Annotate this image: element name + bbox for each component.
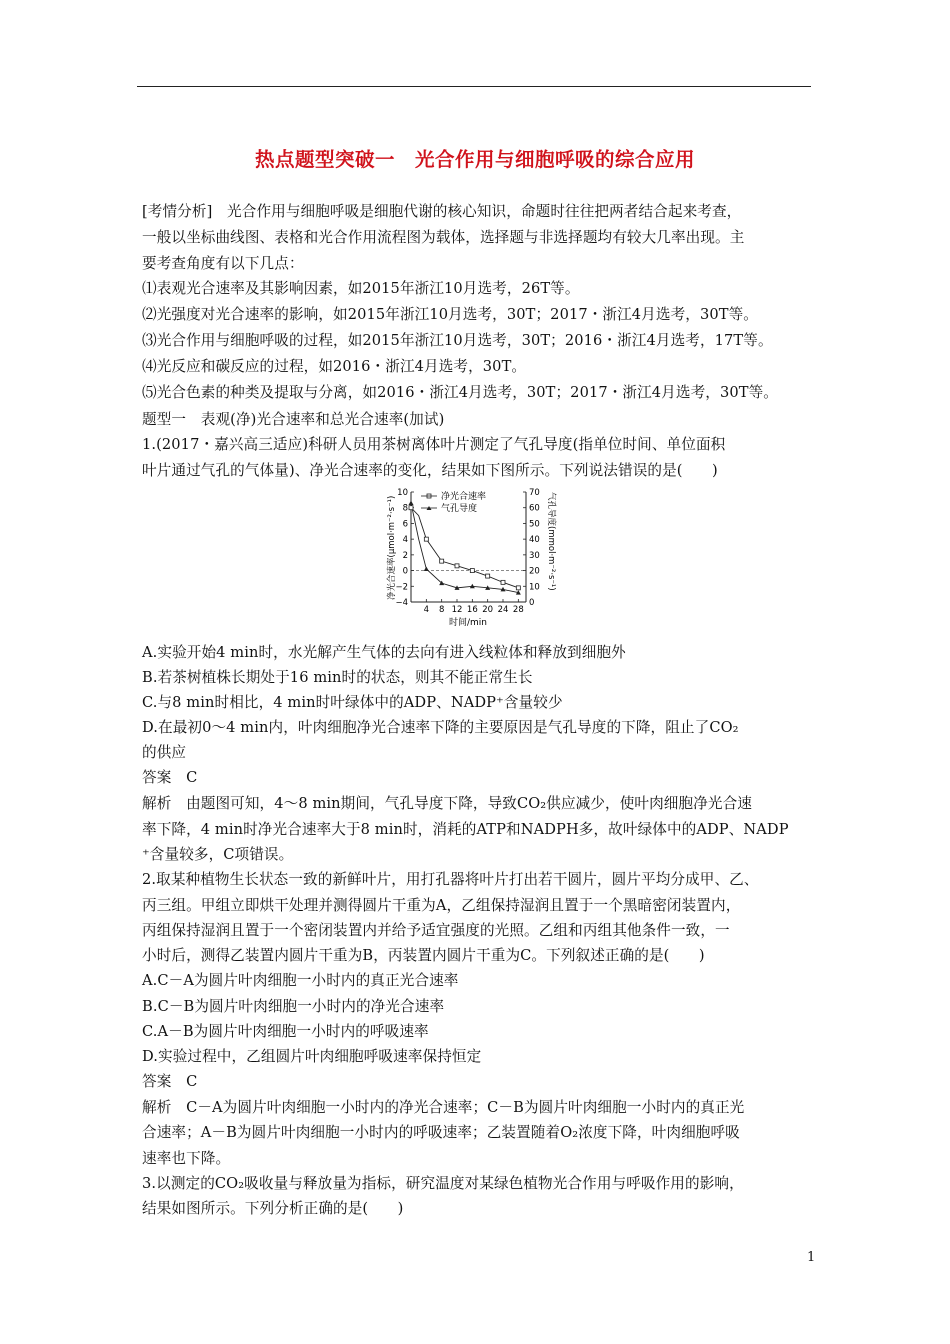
net-photosynthesis-point bbox=[470, 569, 474, 573]
x-tick-label: 16 bbox=[466, 605, 478, 615]
y-left-tick-label: 0 bbox=[402, 566, 408, 577]
x-tick-label: 20 bbox=[482, 605, 494, 615]
q2-option: A.C－A为圆片叶肉细胞一小时内的真正光合速率 bbox=[142, 972, 459, 989]
q1-option: A.实验开始4 min时，水光解产生气体的去向有进入线粒体和释放到细胞外 bbox=[142, 644, 626, 661]
y-right-label: 气孔导度(mmol·m⁻²·s⁻¹) bbox=[546, 492, 556, 591]
y-left-label: 净光合速率(μmol·m⁻²·s⁻¹) bbox=[387, 495, 397, 600]
net-photosynthesis-point bbox=[424, 537, 428, 541]
section-heading: 题型一 表观(净)光合速率和总光合速率(加试) bbox=[142, 411, 445, 428]
legend-net-photosynthesis: 净光合速率 bbox=[441, 492, 487, 502]
q1-stem-line: 叶片通过气孔的气体量)、净光合速率的变化，结果如下图所示。下列说法错误的是( ) bbox=[142, 462, 718, 479]
q1-option: B.若茶树植株长期处于16 min时的状态，则其不能正常生长 bbox=[142, 669, 533, 686]
y-right-tick-label: 0 bbox=[529, 598, 535, 608]
net-photosynthesis-point bbox=[516, 586, 520, 590]
x-tick-label: 4 bbox=[423, 605, 430, 615]
q2-stem-line: 小时后，测得乙装置内圆片干重为B，丙装置内圆片干重为C。下列叙述正确的是( ) bbox=[142, 947, 705, 964]
q2-option: D.实验过程中，乙组圆片叶肉细胞呼吸速率保持恒定 bbox=[142, 1048, 482, 1065]
intro-line: ⑸光合色素的种类及提取与分离，如2016・浙江4月选考，30T；2017・浙江4月选考，30T等。 bbox=[142, 384, 778, 401]
y-right-tick-label: 70 bbox=[529, 488, 540, 498]
intro-line: 要考查角度有以下几点： bbox=[142, 255, 304, 272]
y-right-tick-label: 50 bbox=[529, 519, 540, 530]
page-number: 1 bbox=[807, 1250, 816, 1265]
net-photosynthesis-point bbox=[455, 564, 459, 568]
y-left-tick-label: 8 bbox=[402, 503, 408, 514]
q2-stem-line: 丙三组。甲组立即烘干处理并测得圆片干重为A，乙组保持湿润且置于一个黑暗密闭装置内， bbox=[142, 897, 741, 914]
net-photosynthesis-point bbox=[486, 574, 490, 578]
y-right-tick-label: 40 bbox=[529, 535, 540, 546]
q1-option: C.与8 min时相比，4 min时叶绿体中的ADP、NADP⁺含量较少 bbox=[142, 694, 563, 711]
net-photosynthesis-point bbox=[409, 506, 413, 510]
y-left-tick-label: −2 bbox=[395, 582, 408, 593]
y-left-tick-label: 6 bbox=[402, 519, 408, 530]
q2-stem-line: 丙组保持湿润且置于一个密闭装置内并给予适宜强度的光照。乙组和丙组其他条件一致，一 bbox=[142, 922, 730, 939]
header-rule bbox=[137, 86, 811, 87]
q1-analysis-line: ⁺含量较多，C项错误。 bbox=[142, 846, 294, 863]
net-photosynthesis-point bbox=[501, 580, 505, 584]
q3-stem-line: 3.以测定的CO₂吸收量与释放量为指标，研究温度对某绿色植物光合作用与呼吸作用的影响， bbox=[142, 1175, 744, 1192]
q2-analysis-line: 合速率；A－B为圆片叶肉细胞一小时内的呼吸速率；乙装置随着O₂浓度下降，叶肉细胞呼吸 bbox=[142, 1124, 740, 1141]
q2-analysis-line: 速率也下降。 bbox=[142, 1150, 231, 1167]
stomatal-conductance-point bbox=[424, 567, 429, 572]
intro-line: ⑷光反应和碳反应的过程，如2016・浙江4月选考，30T。 bbox=[142, 358, 527, 375]
page-title: 热点题型突破一 光合作用与细胞呼吸的综合应用 bbox=[254, 148, 695, 171]
x-axis-label: 时间/min bbox=[448, 618, 488, 628]
q1-answer: 答案 C bbox=[142, 769, 198, 786]
intro-line: [考情分析] 光合作用与细胞呼吸是细胞代谢的核心知识，命题时往往把两者结合起来考查， bbox=[142, 203, 742, 220]
q2-answer: 答案 C bbox=[142, 1073, 198, 1090]
q1-option: 的供应 bbox=[142, 744, 187, 761]
intro-line: 一般以坐标曲线图、表格和光合作用流程图为载体，选择题与非选择题均有较大几率出现。主 bbox=[142, 229, 745, 246]
q2-stem-line: 2.取某种植物生长状态一致的新鲜叶片，用打孔器将叶片打出若干圆片，圆片平均分成甲、乙、 bbox=[142, 871, 759, 888]
x-tick-label: 24 bbox=[497, 605, 509, 615]
series-stomatal-conductance-line bbox=[411, 503, 518, 593]
y-right-tick-label: 30 bbox=[529, 550, 540, 561]
intro-line: ⑵光强度对光合速率的影响，如2015年浙江10月选考，30T；2017・浙江4月选考，30T等。 bbox=[142, 306, 758, 323]
q3-stem-line: 结果如图所示。下列分析正确的是( ) bbox=[142, 1200, 404, 1217]
y-right-tick-label: 20 bbox=[529, 566, 540, 577]
q1-chart bbox=[380, 482, 560, 632]
y-left-tick-label: −4 bbox=[395, 598, 408, 608]
y-right-tick-label: 60 bbox=[529, 503, 540, 514]
q1-analysis-line: 率下降，4 min时净光合速率大于8 min时，消耗的ATP和NADPH多，故叶绿体中的ADP、NADP bbox=[142, 821, 789, 838]
y-right-tick-label: 10 bbox=[529, 582, 540, 593]
x-tick-label: 28 bbox=[512, 605, 524, 615]
x-tick-label: 8 bbox=[438, 605, 445, 615]
net-photosynthesis-point bbox=[440, 559, 444, 563]
x-tick-label: 12 bbox=[451, 605, 463, 615]
y-left-tick-label: 2 bbox=[402, 550, 408, 561]
stomatal-conductance-point bbox=[409, 501, 414, 506]
q1-stem-line: 1.(2017・嘉兴高三适应)科研人员用茶树离体叶片测定了气孔导度(指单位时间、单位面积 bbox=[142, 436, 726, 453]
series-net-photosynthesis-line bbox=[411, 508, 518, 588]
y-left-tick-label: 4 bbox=[402, 535, 408, 546]
q2-option: C.A－B为圆片叶肉细胞一小时内的呼吸速率 bbox=[142, 1023, 429, 1040]
q1-analysis-line: 解析 由题图可知，4～8 min期间，气孔导度下降，导致CO₂供应减少，使叶肉细胞净光合速 bbox=[142, 795, 752, 812]
q1-option: D.在最初0～4 min内，叶肉细胞净光合速率下降的主要原因是气孔导度的下降，阻止了CO₂ bbox=[142, 719, 739, 736]
q2-option: B.C－B为圆片叶肉细胞一小时内的净光合速率 bbox=[142, 998, 445, 1015]
intro-line: ⑴表观光合速率及其影响因素，如2015年浙江10月选考，26T等。 bbox=[142, 280, 580, 297]
q2-analysis-line: 解析 C－A为圆片叶肉细胞一小时内的净光合速率；C－B为圆片叶肉细胞一小时内的真正光 bbox=[142, 1099, 745, 1116]
y-left-tick-label: 10 bbox=[397, 488, 408, 498]
legend-stomatal-conductance: 气孔导度 bbox=[441, 504, 478, 514]
intro-line: ⑶光合作用与细胞呼吸的过程，如2015年浙江10月选考，30T；2016・浙江4月选考，17T等。 bbox=[142, 332, 773, 349]
